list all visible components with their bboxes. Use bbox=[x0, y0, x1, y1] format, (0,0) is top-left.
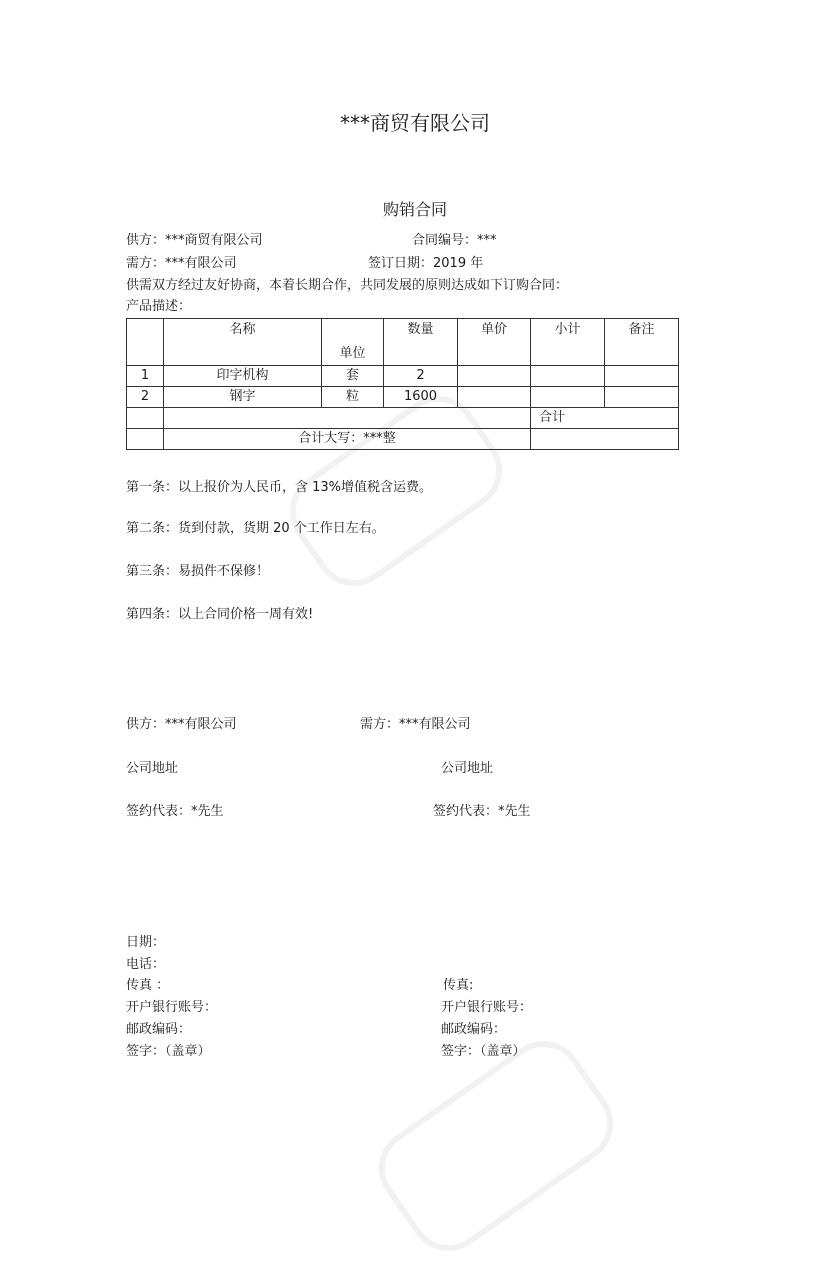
company-name: ***商贸有限公司 bbox=[340, 111, 490, 135]
row-subtotal bbox=[531, 387, 605, 408]
row-remark bbox=[605, 387, 679, 408]
clause-1: 第一条：以上报价为人民币，含 13%增值税含运费。 bbox=[126, 480, 433, 495]
footer-postcode-right: 邮政编码： bbox=[441, 1022, 507, 1037]
buyer-address: 公司地址 bbox=[441, 761, 494, 776]
row-name: 印字机构 bbox=[164, 366, 322, 387]
table-total-row bbox=[127, 408, 679, 429]
header-quantity: 数量 bbox=[384, 319, 458, 366]
row-name: 钢字 bbox=[164, 387, 322, 408]
header-unit: 单位 bbox=[322, 319, 384, 366]
total-upper: 合计大写：***整 bbox=[164, 429, 531, 450]
supplier-address: 公司地址 bbox=[126, 761, 179, 776]
supplier-line: 供方：***商贸有限公司 bbox=[126, 233, 263, 248]
clause-3: 第三条：易损件不保修！ bbox=[126, 564, 270, 579]
sign-date: 签订日期：2019 年 bbox=[368, 256, 484, 271]
table-row bbox=[127, 366, 679, 387]
row-quantity: 1600 bbox=[384, 387, 458, 408]
footer-date: 日期： bbox=[126, 935, 166, 950]
supplier-representative: 签约代表：*先生 bbox=[126, 804, 224, 819]
footer-bank-right: 开户银行账号： bbox=[441, 1000, 533, 1015]
row-unit: 粒 bbox=[322, 387, 384, 408]
row-remark bbox=[605, 366, 679, 387]
table-row bbox=[127, 387, 679, 408]
row-price bbox=[458, 366, 531, 387]
row-quantity: 2 bbox=[384, 366, 458, 387]
supplier-party: 供方：***有限公司 bbox=[126, 717, 237, 732]
header-subtotal: 小计 bbox=[531, 319, 605, 366]
document-title: 购销合同 bbox=[382, 200, 447, 219]
total-label: 合计 bbox=[531, 408, 679, 429]
row-index: 2 bbox=[127, 387, 164, 408]
footer-phone: 电话： bbox=[126, 957, 166, 972]
buyer-line: 需方：***有限公司 bbox=[126, 256, 237, 271]
header-price: 单价 bbox=[458, 319, 531, 366]
footer-bank-left: 开户银行账号： bbox=[126, 1000, 218, 1015]
row-price bbox=[458, 387, 531, 408]
footer-fax-right: 传真: bbox=[443, 978, 474, 993]
clause-2: 第二条：货到付款，货期 20 个工作日左右。 bbox=[126, 521, 385, 536]
table-header-row bbox=[127, 319, 679, 366]
header-name: 名称 bbox=[164, 319, 322, 366]
footer-postcode-left: 邮政编码： bbox=[126, 1022, 192, 1037]
buyer-representative: 签约代表：*先生 bbox=[433, 804, 531, 819]
footer-sign-left: 签字：（盖章） bbox=[126, 1044, 211, 1059]
buyer-party: 需方：***有限公司 bbox=[360, 717, 471, 732]
row-unit: 套 bbox=[322, 366, 384, 387]
row-index: 1 bbox=[127, 366, 164, 387]
intro-text: 供需双方经过友好协商，本着长期合作，共同发展的原则达成如下订购合同： bbox=[126, 278, 569, 293]
clause-4: 第四条：以上合同价格一周有效! bbox=[126, 607, 314, 622]
contract-number: 合同编号：*** bbox=[412, 233, 497, 248]
footer-fax-left: 传真 ： bbox=[126, 978, 170, 993]
row-subtotal bbox=[531, 366, 605, 387]
header-remark: 备注 bbox=[605, 319, 679, 366]
watermark bbox=[363, 1025, 629, 1266]
product-description-label: 产品描述： bbox=[126, 299, 192, 314]
product-table bbox=[126, 318, 679, 450]
table-total-upper-row bbox=[127, 429, 679, 450]
footer-sign-right: 签字：（盖章） bbox=[441, 1044, 526, 1059]
header-cell-index bbox=[127, 319, 164, 366]
